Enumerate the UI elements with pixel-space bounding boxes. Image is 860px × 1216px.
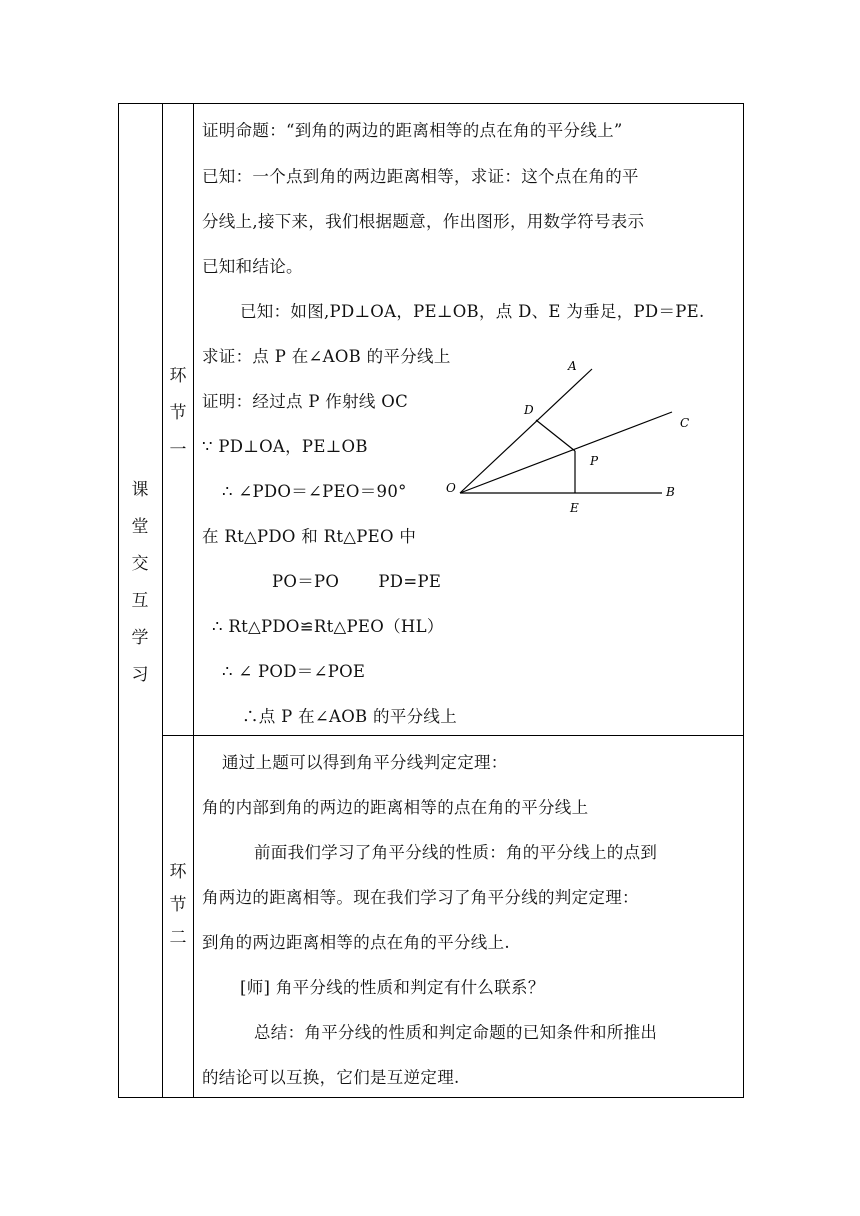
row-divider bbox=[162, 735, 744, 736]
ray-oa bbox=[460, 369, 592, 493]
section2-line: 总结：角平分线的性质和判定命题的已知条件和所推出 bbox=[254, 1023, 658, 1042]
row-label bbox=[128, 482, 152, 704]
section1-line: 证明：经过点 P 作射线 OC bbox=[202, 392, 408, 411]
section1-line: 在 Rt△PDO 和 Rt△PEO 中 bbox=[202, 527, 417, 546]
section2-line: 角的内部到角的两边的距离相等的点在角的平分线上 bbox=[202, 798, 589, 817]
section1-line: 证明命题：“到角的两边的距离相等的点在角的平分线上” bbox=[202, 121, 623, 140]
row-label-char: 课 bbox=[131, 480, 149, 500]
angle-bisector-figure bbox=[440, 355, 700, 520]
section1-label-char: 一 bbox=[169, 440, 187, 460]
row-label-char: 交 bbox=[131, 554, 149, 574]
label-p: P bbox=[590, 454, 599, 468]
section2-line: 前面我们学习了角平分线的性质：角的平分线上的点到 bbox=[254, 843, 658, 862]
section2-label-char: 环 bbox=[169, 862, 187, 882]
section1-label-char: 节 bbox=[169, 403, 187, 423]
segment-pd bbox=[536, 420, 575, 451]
label-d: D bbox=[524, 403, 534, 417]
label-e: E bbox=[570, 501, 579, 515]
section1-line: PO＝PO PD=PE bbox=[272, 572, 442, 591]
section1-line: 分线上,接下来，我们根据题意，作出图形，用数学符号表示 bbox=[202, 212, 645, 231]
row-label-char: 学 bbox=[131, 628, 149, 648]
column-divider-1 bbox=[162, 103, 163, 1098]
label-b: B bbox=[666, 485, 675, 499]
section1-line: 已知和结论。 bbox=[202, 257, 303, 276]
row-label-char: 习 bbox=[131, 665, 149, 685]
row-label-char: 堂 bbox=[131, 517, 149, 537]
section2-line: 角两边的距离相等。现在我们学习了角平分线的判定定理： bbox=[202, 888, 639, 907]
section2-line: 通过上题可以得到角平分线判定定理： bbox=[222, 753, 508, 772]
section1-line: ∴ ∠ POD＝∠POE bbox=[222, 662, 366, 681]
section2-label-char: 二 bbox=[169, 928, 187, 948]
section1-line: ∴ ∠PDO＝∠PEO＝90° bbox=[222, 482, 407, 501]
section1-line: ∴ Rt△PDO≌Rt△PEO（HL） bbox=[212, 617, 444, 636]
section1-line: 已知：如图,PD⊥OA，PE⊥OB，点 D、E 为垂足，PD＝PE. bbox=[240, 302, 705, 321]
ray-oc bbox=[460, 412, 672, 493]
section1-label bbox=[166, 368, 190, 479]
section1-label-char: 环 bbox=[169, 366, 187, 386]
column-divider-2 bbox=[193, 103, 194, 1098]
section1-line: ∵ PD⊥OA，PE⊥OB bbox=[202, 437, 368, 456]
label-c: C bbox=[680, 416, 690, 430]
row-label-char: 互 bbox=[131, 591, 149, 611]
section2-label bbox=[166, 864, 190, 963]
label-o: O bbox=[446, 481, 456, 495]
section2-line: [师] 角平分线的性质和判定有什么联系？ bbox=[240, 978, 545, 997]
section1-line: ∴点 P 在∠AOB 的平分线上 bbox=[242, 707, 458, 726]
section2-label-char: 节 bbox=[169, 895, 187, 915]
section1-line: 求证：点 P 在∠AOB 的平分线上 bbox=[202, 347, 451, 366]
section2-line: 的结论可以互换，它们是互逆定理. bbox=[202, 1068, 460, 1087]
section1-line: 已知：一个点到角的两边距离相等，求证：这个点在角的平 bbox=[202, 167, 639, 186]
section2-line: 到角的两边距离相等的点在角的平分线上. bbox=[202, 933, 510, 952]
label-a: A bbox=[568, 359, 577, 373]
